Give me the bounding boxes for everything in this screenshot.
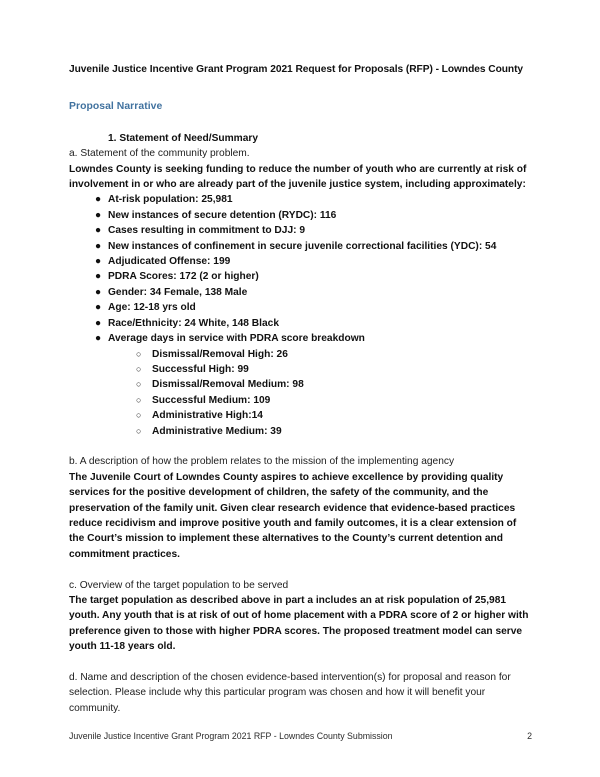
list-item-label: Age: 12-18 yrs old: [108, 302, 196, 314]
list-item: [69, 316, 532, 331]
list-item: [69, 239, 532, 254]
part-b-body: The Juvenile Court of Lowndes County aspires to achieve excellence by providing quality services for the positive development of children, the safety of the community, and the preservation of the family unit. Given clear research evidence that evidence-based practices reduce recidivism and improve positive youth and family outcomes, it is a clear extension of the Court’s mission to implement these alternatives to the County’s current detention and commitment practices.: [69, 471, 517, 560]
bullet-disc-icon: ●: [95, 209, 102, 221]
list-item-label: Cases resulting in commitment to DJJ: 9: [108, 225, 306, 237]
list-item-label: New instances of confinement in secure juvenile correctional facilities (YDC): 54: [108, 240, 497, 252]
part-d-prompt: d. Name and description of the chosen evidence-based intervention(s) for proposal and reason for selection. Please include why this particular program was chosen and how it will benefit your community.: [69, 671, 511, 714]
list-item-label: At-risk population: 25,981: [108, 194, 233, 206]
list-item: [69, 393, 532, 408]
list-item: [69, 362, 532, 377]
bullet-disc-icon: ●: [95, 286, 102, 298]
list-item-label: Adjudicated Offense: 199: [108, 256, 231, 268]
list-item-label: Successful High: 99: [152, 363, 249, 375]
bullet-disc-icon: ●: [95, 302, 102, 314]
list-item-label: Successful Medium: 109: [152, 394, 271, 406]
list-item: [69, 300, 532, 315]
list-item-label: Race/Ethnicity: 24 White, 148 Black: [108, 317, 279, 329]
part-b-prompt: b. A description of how the problem relates to the mission of the implementing agency: [69, 456, 455, 468]
bullet-disc-icon: ●: [95, 194, 102, 206]
list-item-label: PDRA Scores: 172 (2 or higher): [108, 271, 259, 283]
list-item: [69, 285, 532, 300]
list-item: [69, 408, 532, 423]
list-item: [69, 192, 532, 207]
list-item: [69, 347, 532, 362]
bullet-circle-icon: ○: [136, 379, 142, 390]
list-item-label: Dismissal/Removal Medium: 98: [152, 379, 304, 391]
bullet-circle-icon: ○: [136, 394, 142, 405]
bullet-circle-icon: ○: [136, 410, 142, 421]
bullet-disc-icon: ●: [95, 271, 102, 283]
part-c-prompt: c. Overview of the target population to be served: [69, 579, 289, 591]
footer-page-number: 2: [527, 731, 532, 741]
bullet-circle-icon: ○: [136, 363, 142, 374]
at-risk-statistics-list: [69, 192, 532, 346]
paragraph-spacer: [69, 439, 532, 454]
bullet-disc-icon: ●: [95, 333, 102, 345]
list-item-label: Gender: 34 Female, 138 Male: [108, 286, 248, 298]
bullet-disc-icon: ●: [95, 225, 102, 237]
document-body: [69, 62, 532, 716]
list-item: [69, 377, 532, 392]
list-item-label: Dismissal/Removal High: 26: [152, 348, 288, 360]
list-item: [69, 331, 532, 346]
list-item-label: Administrative High:14: [152, 410, 263, 422]
list-item: [69, 269, 532, 284]
part-c-body: The target population as described above in part a includes an at risk population of 25,981 youth. Any youth that is at risk of out of home placement with a PDRA score of 2 or higher with preference given to those with higher PDRA scores. The proposed treatment model can serve youth 11-18 years old.: [69, 594, 529, 653]
bullet-disc-icon: ●: [95, 240, 102, 252]
bullet-disc-icon: ●: [95, 256, 102, 268]
paragraph-spacer: [69, 655, 532, 670]
list-item-label: New instances of secure detention (RYDC): 116: [108, 209, 337, 221]
list-item-label: Administrative Medium: 39: [152, 425, 282, 437]
page-title: Juvenile Justice Incentive Grant Program 2021 Request for Proposals (RFP) - Lowndes County: [69, 64, 524, 75]
section-heading-proposal-narrative: Proposal Narrative: [69, 101, 163, 113]
bullet-disc-icon: ●: [95, 317, 102, 329]
bullet-circle-icon: ○: [136, 348, 142, 359]
list-item: [69, 223, 532, 238]
pdra-score-breakdown-list: [69, 347, 532, 439]
subsection-heading-statement-of-need: 1. Statement of Need/Summary: [108, 132, 259, 144]
list-item: [69, 254, 532, 269]
part-a-prompt: a. Statement of the community problem.: [69, 148, 250, 160]
list-item-label: Average days in service with PDRA score breakdown: [108, 333, 365, 345]
bullet-circle-icon: ○: [136, 425, 142, 436]
list-item: [69, 424, 532, 439]
page-footer: [69, 730, 532, 742]
paragraph-spacer: [69, 562, 532, 577]
list-item: [69, 208, 532, 223]
footer-text: Juvenile Justice Incentive Grant Program 2021 RFP - Lowndes County Submission: [69, 731, 393, 741]
part-a-intro: Lowndes County is seeking funding to reduce the number of youth who are currently at risk of involvement in or who are already part of the juvenile justice system, including approximately:: [69, 163, 527, 191]
